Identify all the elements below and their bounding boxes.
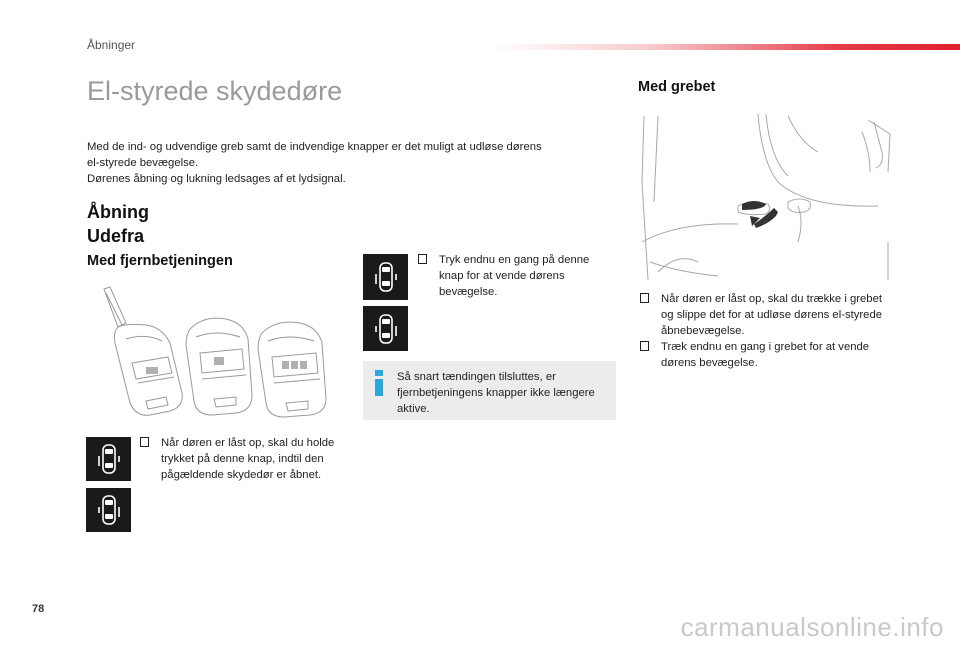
sliding-door-left-button-icon <box>86 488 131 532</box>
page-number: 78 <box>32 603 45 615</box>
bullet-checkbox-icon <box>640 341 649 351</box>
bullet-text: Træk endnu en gang i grebet for at vende dørens bevægelse. <box>661 341 870 369</box>
header-accent-bar <box>490 44 960 50</box>
intro-line: Med de ind- og udvendige greb samt de indvendige knapper er det muligt at udløse dørens <box>87 141 542 153</box>
door-handle-illustration <box>638 112 893 284</box>
heading-opening: Åbning <box>87 202 149 222</box>
bullet-handle-reverse <box>640 339 890 371</box>
bullet-checkbox-icon <box>418 254 427 264</box>
watermark: carmanualsonline.info <box>680 612 944 642</box>
info-note <box>363 361 616 420</box>
bullet-text: Tryk endnu en gang på denne knap for at vende dørens bevægelse. <box>439 254 590 298</box>
bullet-text: Når døren er låst op, skal du holde trykket på denne knap, indtil den pågældende skydedør er åbnet. <box>161 437 335 481</box>
sliding-door-left-button-icon <box>363 306 408 351</box>
bullet-remote-hold <box>140 435 340 483</box>
info-text: Så snart tændingen tilsluttes, er fjernbetjeningens knapper ikke længere aktive. <box>397 371 595 415</box>
info-icon <box>372 370 386 396</box>
bullet-checkbox-icon <box>640 293 649 303</box>
heading-remote: Med fjernbetjeningen <box>87 253 233 269</box>
remote-keys-illustration <box>96 283 336 423</box>
sliding-door-right-button-icon <box>86 437 131 481</box>
heading-outside: Udefra <box>87 226 145 246</box>
page-title: El-styrede skydedøre <box>87 76 343 106</box>
intro-line: Dørenes åbning og lukning ledsages af et lydsignal. <box>87 173 346 185</box>
bullet-remote-reverse <box>418 252 608 300</box>
section-label: Åbninger <box>87 38 136 52</box>
bullet-checkbox-icon <box>140 437 149 447</box>
sliding-door-right-button-icon <box>363 254 408 300</box>
bullet-handle-open <box>640 291 890 339</box>
intro-text <box>87 139 587 187</box>
intro-line: el-styrede bevægelse. <box>87 157 199 169</box>
heading-handle: Med grebet <box>638 79 716 95</box>
bullet-text: Når døren er låst op, skal du trække i grebet og slippe det for at udløse dørens el-styrede åbnebevægelse. <box>661 293 883 337</box>
